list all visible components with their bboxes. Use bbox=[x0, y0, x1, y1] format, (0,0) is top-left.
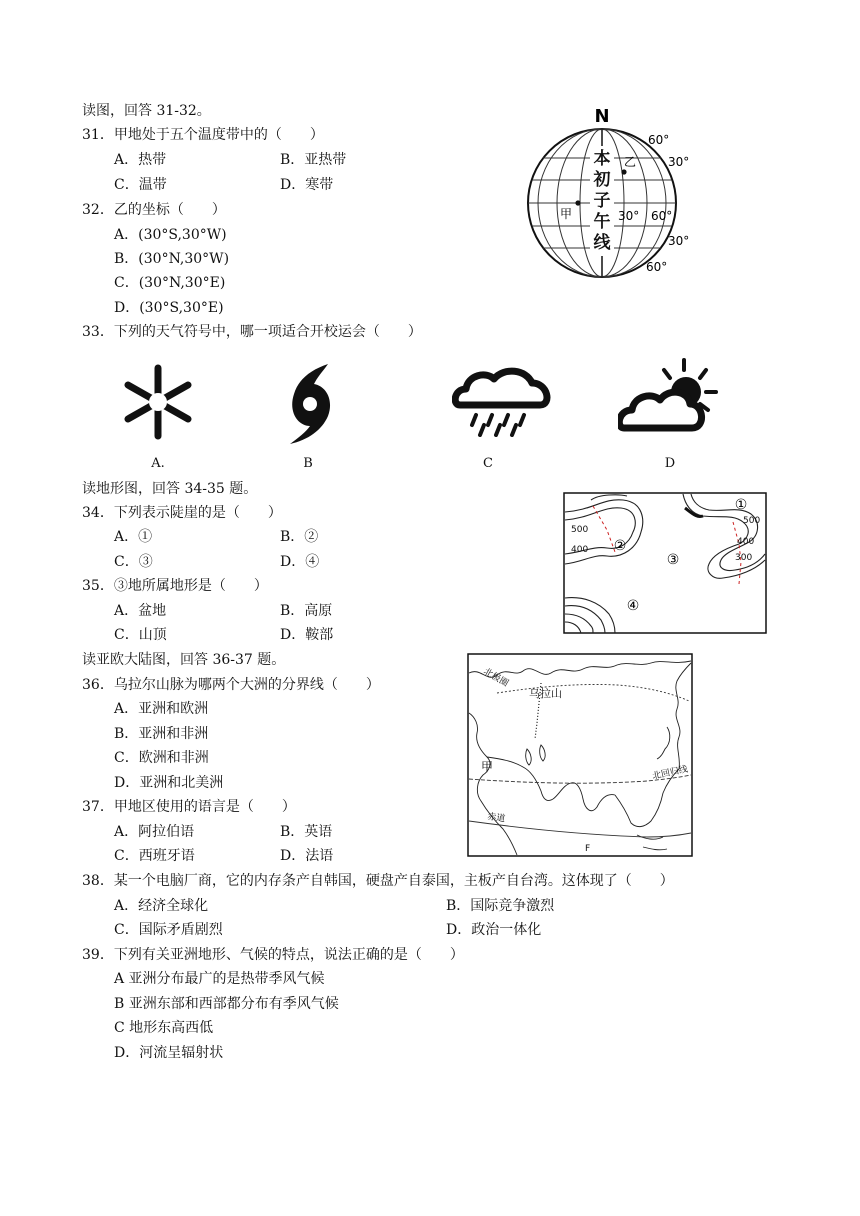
q36-option-b[interactable]: B．亚洲和非洲 bbox=[114, 726, 209, 742]
contour-label-500-right: 500 bbox=[743, 516, 761, 526]
q35-option-a[interactable]: A．盆地 bbox=[114, 603, 167, 619]
contour-map bbox=[563, 492, 767, 634]
q32-option-a[interactable]: A．(30°S,30°W) bbox=[114, 227, 227, 243]
eurasia-map bbox=[467, 653, 693, 857]
meridian-char-1: 本 bbox=[593, 149, 611, 169]
q36-option-d[interactable]: D．亚洲和北美洲 bbox=[114, 775, 224, 791]
q31-option-a[interactable]: A．热带 bbox=[114, 152, 167, 168]
q33-caption-c[interactable]: C bbox=[483, 456, 493, 471]
tropic-label: 北回归线 bbox=[651, 764, 689, 782]
contour-label-400-left: 400 bbox=[571, 545, 589, 555]
eurasia-f-label: F bbox=[585, 844, 591, 854]
meridian-char-3: 子 bbox=[593, 191, 611, 211]
q36-option-c[interactable]: C．欧洲和非洲 bbox=[114, 750, 209, 766]
intro-34-35: 读地形图，回答 34-35 题。 bbox=[82, 481, 258, 497]
q39-option-d[interactable]: D．河流呈辐射状 bbox=[114, 1045, 224, 1061]
contour-label-500-left: 500 bbox=[571, 525, 589, 535]
q33-caption-d[interactable]: D bbox=[664, 456, 676, 471]
typhoon-icon bbox=[280, 360, 340, 446]
snow-icon bbox=[118, 362, 198, 442]
equator-label: 赤道 bbox=[486, 812, 506, 825]
q39-option-b[interactable]: B 亚洲东部和西部都分布有季风气候 bbox=[114, 996, 339, 1012]
meridian-char-4: 午 bbox=[593, 212, 611, 232]
q37-option-c[interactable]: C．西班牙语 bbox=[114, 848, 195, 864]
q33-caption-a[interactable]: A. bbox=[151, 456, 165, 471]
q38-option-a[interactable]: A．经济全球化 bbox=[114, 898, 209, 914]
globe-label-jia: 甲 bbox=[560, 207, 573, 221]
q35-option-d[interactable]: D．鞍部 bbox=[280, 627, 334, 643]
q37-option-b[interactable]: B．英语 bbox=[280, 824, 333, 840]
question-39-stem: 39．下列有关亚洲地形、气候的特点，说法正确的是（ ） bbox=[82, 947, 464, 963]
globe-label-yi: 乙 bbox=[624, 155, 637, 169]
globe-figure bbox=[520, 100, 700, 280]
q34-option-d[interactable]: D．④ bbox=[280, 554, 320, 570]
q31-option-c[interactable]: C．温带 bbox=[114, 177, 167, 193]
contour-mark-2: ② bbox=[613, 538, 627, 554]
question-32-stem: 32．乙的坐标（ ） bbox=[82, 202, 226, 218]
ural-label: 乌拉山 bbox=[529, 687, 562, 700]
globe-lon-30: 30° bbox=[618, 209, 640, 223]
contour-label-300-right: 300 bbox=[735, 553, 753, 563]
globe-lat-30-top: 30° bbox=[668, 155, 690, 169]
question-34-stem: 34．下列表示陡崖的是（ ） bbox=[82, 505, 282, 521]
contour-mark-3: ③ bbox=[666, 552, 680, 568]
intro-31-32: 读图，回答 31-32。 bbox=[82, 103, 211, 119]
contour-mark-4: ④ bbox=[626, 598, 640, 614]
arctic-circle-label: 北极圈 bbox=[481, 666, 510, 690]
q36-option-a[interactable]: A．亚洲和欧洲 bbox=[114, 701, 209, 717]
q31-option-d[interactable]: D．寒带 bbox=[280, 177, 334, 193]
q31-option-b[interactable]: B．亚热带 bbox=[280, 152, 347, 168]
rain-cloud-icon bbox=[452, 365, 552, 437]
question-36-stem: 36．乌拉尔山脉为哪两个大洲的分界线（ ） bbox=[82, 677, 380, 693]
question-31-stem: 31．甲地处于五个温度带中的（ ） bbox=[82, 127, 324, 143]
question-33-stem: 33．下列的天气符号中，哪一项适合开校运会（ ） bbox=[82, 324, 422, 340]
eurasia-jia-label: 甲 bbox=[481, 760, 494, 774]
globe-lat-60-top: 60° bbox=[648, 133, 670, 147]
q32-option-c[interactable]: C．(30°N,30°E) bbox=[114, 275, 226, 291]
globe-lat-60-bottom: 60° bbox=[646, 260, 668, 274]
meridian-char-5: 线 bbox=[593, 233, 611, 253]
question-37-stem: 37．甲地区使用的语言是（ ） bbox=[82, 799, 296, 815]
q34-option-c[interactable]: C．③ bbox=[114, 554, 153, 570]
q37-option-d[interactable]: D．法语 bbox=[280, 848, 334, 864]
q35-option-b[interactable]: B．高原 bbox=[280, 603, 333, 619]
q39-option-a[interactable]: A 亚洲分布最广的是热带季风气候 bbox=[114, 971, 325, 987]
q35-option-c[interactable]: C．山顶 bbox=[114, 627, 167, 643]
q32-option-b[interactable]: B．(30°N,30°W) bbox=[114, 251, 230, 267]
partly-sunny-icon bbox=[618, 358, 722, 436]
q37-option-a[interactable]: A．阿拉伯语 bbox=[114, 824, 195, 840]
q38-option-c[interactable]: C．国际矛盾剧烈 bbox=[114, 922, 223, 938]
q38-option-b[interactable]: B．国际竞争激烈 bbox=[446, 898, 555, 914]
globe-lat-30-bottom: 30° bbox=[668, 234, 690, 248]
q33-caption-b[interactable]: B bbox=[303, 456, 313, 471]
q39-option-c[interactable]: C 地形东高西低 bbox=[114, 1020, 214, 1036]
q38-option-d[interactable]: D．政治一体化 bbox=[446, 922, 542, 938]
globe-north-label: N bbox=[594, 106, 610, 127]
contour-mark-1: ① bbox=[734, 497, 748, 513]
q34-option-b[interactable]: B．② bbox=[280, 529, 319, 545]
question-35-stem: 35．③地所属地形是（ ） bbox=[82, 578, 268, 594]
contour-label-400-right: 400 bbox=[737, 537, 755, 547]
question-38-stem: 38．某一个电脑厂商，它的内存条产自韩国，硬盘产自泰国，主板产自台湾。这体现了（ ） bbox=[82, 873, 674, 889]
globe-lon-60: 60° bbox=[651, 209, 673, 223]
q32-option-d[interactable]: D．(30°S,30°E) bbox=[114, 300, 224, 316]
meridian-char-2: 初 bbox=[593, 170, 611, 190]
intro-36-37: 读亚欧大陆图，回答 36-37 题。 bbox=[82, 652, 286, 668]
q34-option-a[interactable]: A．① bbox=[114, 529, 153, 545]
